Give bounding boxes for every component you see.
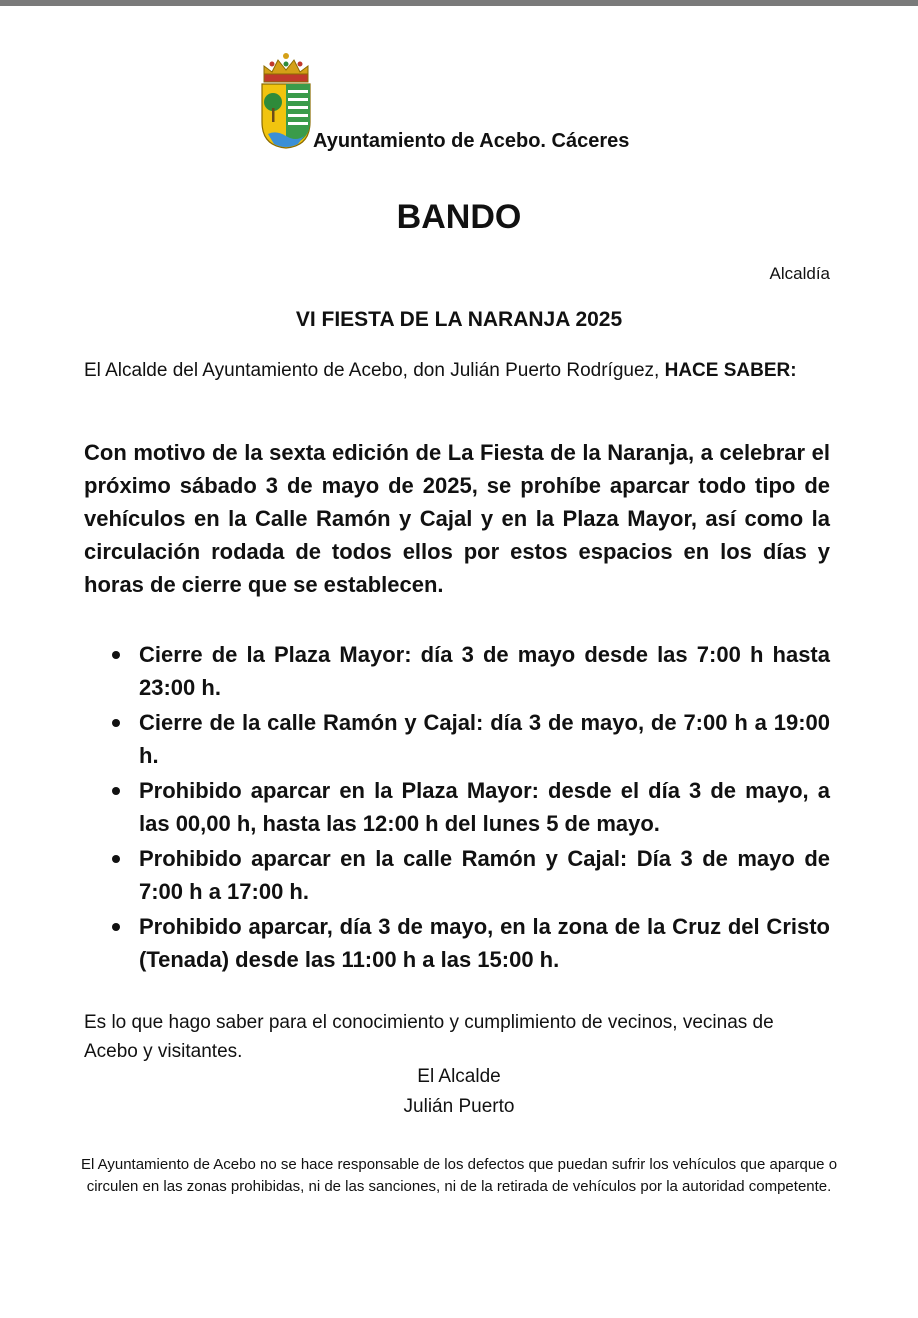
list-item	[84, 706, 830, 772]
rule-text: Cierre de la calle Ramón y Cajal: día 3 de mayo, de 7:00 h a 19:00 h.	[139, 710, 830, 768]
list-item	[84, 638, 830, 704]
department-label: Alcaldía	[769, 264, 830, 283]
bullet-icon	[112, 719, 120, 727]
list-item	[84, 910, 830, 976]
rule-text: Prohibido aparcar en la calle Ramón y Cajal: Día 3 de mayo de 7:00 h a 17:00 h.	[139, 846, 830, 904]
rules-list	[84, 638, 830, 978]
rule-text: Prohibido aparcar en la Plaza Mayor: desde el día 3 de mayo, a las 00,00 h, hasta las 12:00 h del lunes 5 de mayo.	[139, 778, 830, 836]
disclaimer-text: El Ayuntamiento de Acebo no se hace responsable de los defectos que puedan sufrir los vehículos que aparque o circulen en las zonas prohibidas, ni de las sanciones, ni de la retirada de vehículos por la autoridad competente.	[80, 1156, 838, 1195]
organization-name: Ayuntamiento de Acebo. Cáceres	[313, 130, 630, 152]
intro-paragraph	[84, 358, 830, 384]
rule-text: Cierre de la Plaza Mayor: día 3 de mayo desde las 7:00 h hasta 23:00 h.	[139, 642, 830, 700]
document-header	[258, 50, 678, 154]
intro-text: El Alcalde del Ayuntamiento de Acebo, don Julián Puerto Rodríguez,	[84, 360, 665, 381]
top-border	[0, 0, 918, 6]
signature-name: Julián Puerto	[403, 1096, 515, 1117]
intro-bold: HACE SABER:	[664, 360, 797, 381]
coat-of-arms-icon	[258, 50, 314, 150]
list-item	[84, 842, 830, 908]
document-title: BANDO	[396, 198, 522, 236]
document-subtitle: VI FIESTA DE LA NARANJA 2025	[295, 308, 623, 331]
bullet-icon	[112, 651, 120, 659]
bullet-icon	[112, 787, 120, 795]
closing-paragraph: Es lo que hago saber para el conocimiento y cumplimiento de vecinos, vecinas de Acebo y visitantes.	[84, 1012, 774, 1062]
rule-text: Prohibido aparcar, día 3 de mayo, en la zona de la Cruz del Cristo (Tenada) desde las 11:00 h a las 15:00 h.	[139, 914, 830, 972]
list-item	[84, 774, 830, 840]
main-paragraph: Con motivo de la sexta edición de La Fiesta de la Naranja, a celebrar el próximo sábado 3 de mayo de 2025, se prohíbe aparcar todo tipo de vehículos en la Calle Ramón y Cajal y en la Plaza Mayor, así como la circulación rodada de todos ellos por estos espacios en los días y horas de cierre que se establecen.	[84, 440, 830, 597]
signature-title: El Alcalde	[417, 1066, 501, 1087]
bullet-icon	[112, 923, 120, 931]
bullet-icon	[112, 855, 120, 863]
